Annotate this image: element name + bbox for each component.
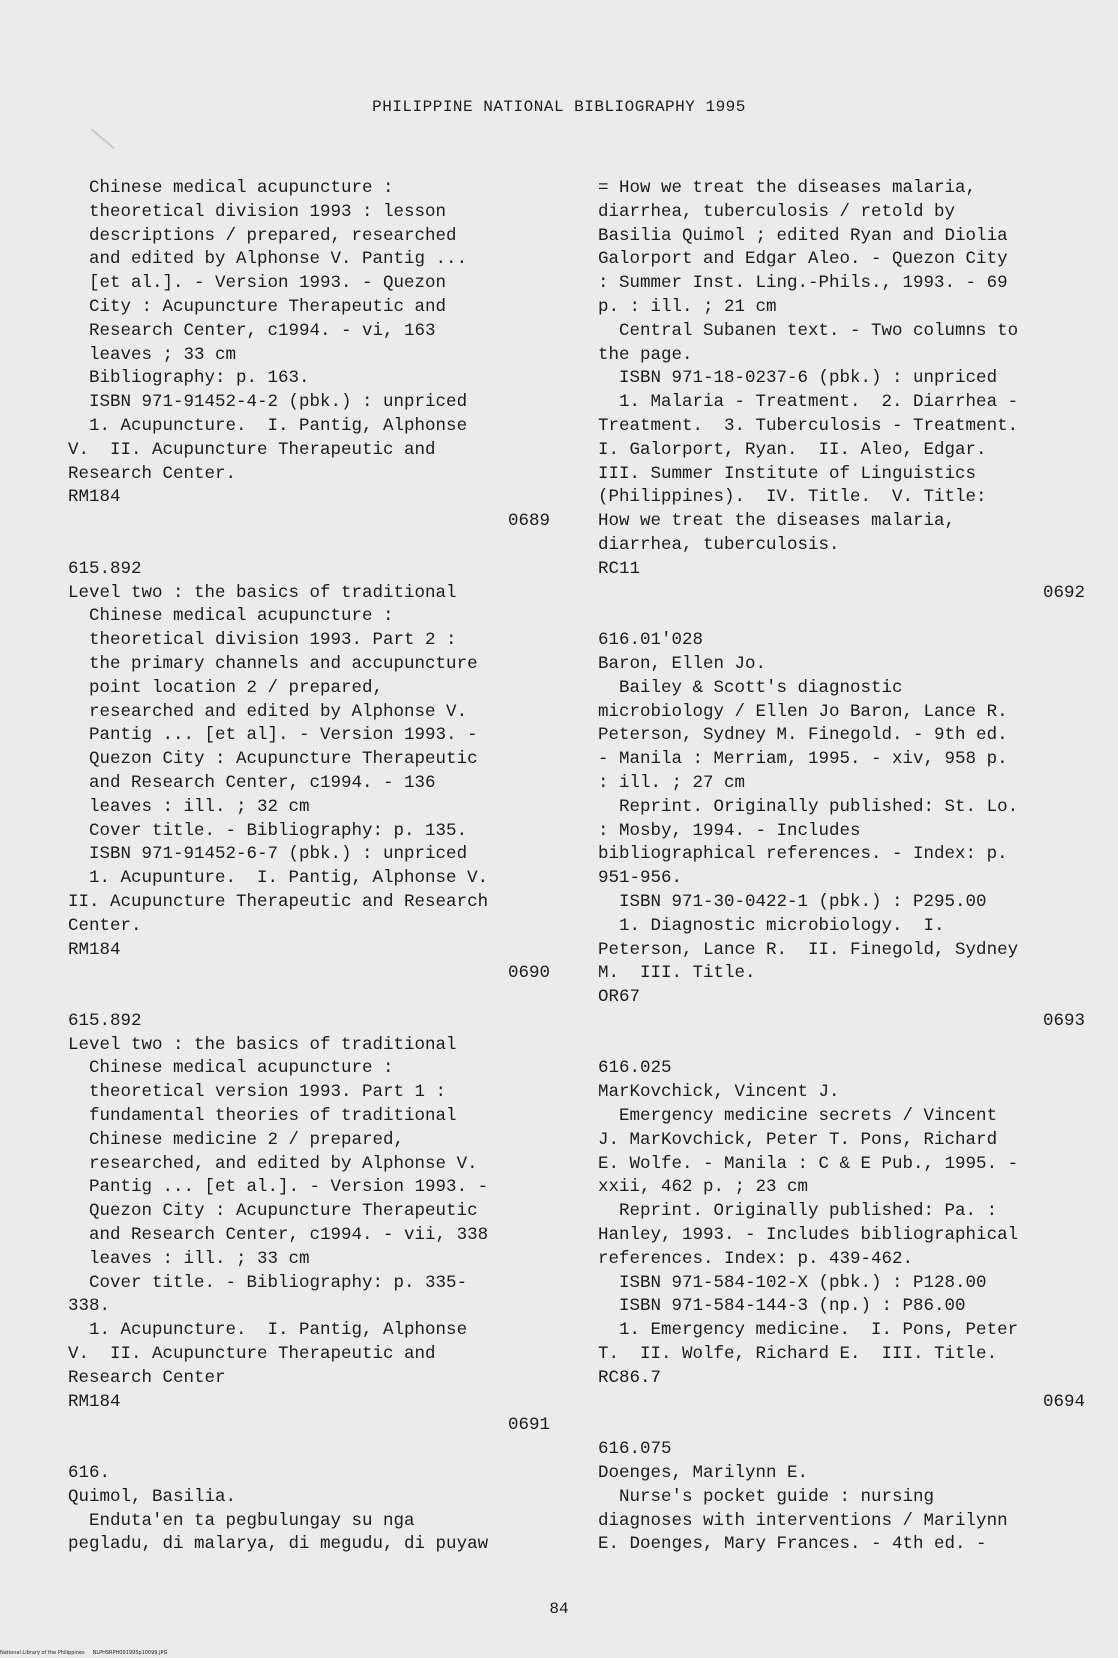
- left-column: [68, 177, 558, 1557]
- entry-line: Galorport and Edgar Aleo. - Quezon City: [598, 249, 1008, 270]
- entry-line: the primary channels and accupuncture: [68, 653, 478, 674]
- entry-line: researched and edited by Alphonse V.: [68, 701, 468, 722]
- entry-number: 0689: [507, 511, 550, 532]
- entry-line: descriptions / prepared, researched: [68, 225, 457, 246]
- entry-line: 951-956.: [598, 868, 683, 889]
- entry-line: Chinese medical acupuncture :: [68, 606, 394, 627]
- entry-line: : Mosby, 1994. - Includes: [598, 820, 861, 841]
- entry-line: Enduta'en ta pegbulungay su nga: [68, 1510, 415, 1531]
- bibliography-entry: [68, 1462, 558, 1557]
- entry-line: Peterson, Sydney M. Finegold. - 9th ed.: [598, 725, 1008, 746]
- entry-line: ISBN 971-91452-4-2 (pbk.) : unpriced: [68, 392, 468, 413]
- bibliography-entry: [598, 177, 1093, 629]
- bibliography-entry: [68, 1010, 558, 1462]
- entry-line: researched, and edited by Alphonse V.: [68, 1153, 478, 1174]
- entry-line: Cover title. - Bibliography: p. 135.: [68, 820, 468, 841]
- entry-number: 0690: [507, 963, 550, 984]
- entry-line: Emergency medicine secrets / Vincent: [598, 1106, 998, 1127]
- entry-line: Quezon City : Acupuncture Therapeutic: [68, 1201, 478, 1222]
- entry-line: V. II. Acupuncture Therapeutic and: [68, 1344, 436, 1365]
- entry-line: theoretical version 1993. Part 1 :: [68, 1082, 447, 1103]
- entry-line: 1. Acupuncture. I. Pantig, Alphonse: [68, 1320, 468, 1341]
- entry-number: 0693: [1042, 1010, 1085, 1031]
- entry-line: references. Index: p. 439-462.: [598, 1248, 914, 1269]
- entry-line: Bailey & Scott's diagnostic: [598, 677, 903, 698]
- entry-line: Level two : the basics of traditional: [68, 1034, 457, 1055]
- entry-line: Research Center: [68, 1367, 226, 1388]
- entry-line: How we treat the diseases malaria,: [598, 511, 956, 532]
- entry-line: p. : ill. ; 21 cm: [598, 296, 777, 317]
- entry-line: Doenges, Marilynn E.: [598, 1463, 809, 1484]
- entry-line: Nurse's pocket guide : nursing: [598, 1486, 935, 1507]
- entry-line: [et al.]. - Version 1993. - Quezon: [68, 273, 447, 294]
- entry-line: Center.: [68, 915, 142, 936]
- entry-line: ISBN 971-30-0422-1 (pbk.) : P295.00: [598, 891, 987, 912]
- entry-line: 1. Diagnostic microbiology. I.: [598, 915, 945, 936]
- entry-line: II. Acupuncture Therapeutic and Research: [68, 891, 489, 912]
- entry-line: MarKovchick, Vincent J.: [598, 1082, 840, 1103]
- entry-line: 616.01'028: [598, 630, 704, 651]
- entry-line: 616.025: [598, 1058, 672, 1079]
- scan-smudge: [91, 129, 115, 150]
- entry-line: Research Center, c1994. - vi, 163: [68, 320, 436, 341]
- entry-line: 1. Acupuncture. I. Pantig, Alphonse: [68, 415, 468, 436]
- entry-line: diarrhea, tuberculosis / retold by: [598, 201, 956, 222]
- entry-line: OR67: [598, 987, 641, 1008]
- entry-line: leaves : ill. ; 32 cm: [68, 796, 310, 817]
- entry-line: Peterson, Lance R. II. Finegold, Sydney: [598, 939, 1019, 960]
- entry-line: ISBN 971-91452-6-7 (pbk.) : unpriced: [68, 844, 468, 865]
- entry-line: Treatment. 3. Tuberculosis - Treatment.: [598, 415, 1019, 436]
- page-number: 84: [549, 1600, 569, 1618]
- page-title: PHILIPPINE NATIONAL BIBLIOGRAPHY 1995: [372, 98, 746, 116]
- entry-line: Chinese medical acupuncture :: [68, 1058, 394, 1079]
- entry-line: Cover title. - Bibliography: p. 335-: [68, 1272, 468, 1293]
- entry-line: RC86.7: [598, 1367, 662, 1388]
- entry-line: Reprint. Originally published: St. Lo.: [598, 796, 1019, 817]
- entry-line: I. Galorport, Ryan. II. Aleo, Edgar.: [598, 439, 987, 460]
- entry-line: leaves : ill. ; 33 cm: [68, 1248, 310, 1269]
- entry-line: : Summer Inst. Ling.-Phils., 1993. - 69: [598, 273, 1008, 294]
- entry-line: ISBN 971-584-102-X (pbk.) : P128.00: [598, 1272, 987, 1293]
- entry-line: 1. Acupunture. I. Pantig, Alphonse V.: [68, 868, 489, 889]
- entry-line: 1. Emergency medicine. I. Pons, Peter: [598, 1320, 1019, 1341]
- entry-line: RM184: [68, 1391, 121, 1412]
- entry-line: RM184: [68, 939, 121, 960]
- entry-line: RM184: [68, 487, 121, 508]
- entry-line: diagnoses with interventions / Marilynn: [598, 1510, 1008, 1531]
- entry-line: 338.: [68, 1296, 111, 1317]
- entry-line: microbiology / Ellen Jo Baron, Lance R.: [598, 701, 1008, 722]
- bibliography-entry: [598, 1057, 1093, 1438]
- entry-line: Level two : the basics of traditional: [68, 582, 457, 603]
- entry-line: Reprint. Originally published: Pa. :: [598, 1201, 998, 1222]
- entry-line: ISBN 971-18-0237-6 (pbk.) : unpriced: [598, 368, 998, 389]
- entry-line: J. MarKovchick, Peter T. Pons, Richard: [598, 1129, 998, 1150]
- entry-number: 0691: [507, 1415, 550, 1436]
- entry-line: V. II. Acupuncture Therapeutic and: [68, 439, 436, 460]
- entry-line: Quimol, Basilia.: [68, 1486, 237, 1507]
- entry-line: theoretical division 1993 : lesson: [68, 201, 447, 222]
- entry-line: City : Acupuncture Therapeutic and: [68, 296, 447, 317]
- bibliography-entry: [598, 629, 1093, 1057]
- entry-line: - Manila : Merriam, 1995. - xiv, 958 p.: [598, 749, 1008, 770]
- entry-line: fundamental theories of traditional: [68, 1106, 457, 1127]
- entry-line: T. II. Wolfe, Richard E. III. Title.: [598, 1344, 998, 1365]
- entry-line: pegladu, di malarya, di megudu, di puyaw: [68, 1534, 489, 1555]
- entry-line: leaves ; 33 cm: [68, 344, 237, 365]
- entry-line: theoretical division 1993. Part 2 :: [68, 630, 457, 651]
- entry-line: E. Wolfe. - Manila : C & E Pub., 1995. -: [598, 1153, 1019, 1174]
- entry-number: 0694: [1042, 1391, 1085, 1412]
- entry-line: : ill. ; 27 cm: [598, 772, 746, 793]
- bibliography-entry: [68, 558, 558, 1010]
- right-column: [598, 177, 1093, 1557]
- entry-line: and Research Center, c1994. - 136: [68, 772, 436, 793]
- entry-line: the page.: [598, 344, 693, 365]
- entry-number: 0692: [1042, 582, 1085, 603]
- entry-line: point location 2 / prepared,: [68, 677, 384, 698]
- entry-line: E. Doenges, Mary Frances. - 4th ed. -: [598, 1534, 987, 1555]
- entry-line: Hanley, 1993. - Includes bibliographical: [598, 1225, 1019, 1246]
- entry-line: Bibliography: p. 163.: [68, 368, 310, 389]
- scan-footer: National Library of the Philippines NLPHSRPH091995p10099.JPG: [0, 1650, 168, 1656]
- entry-line: III. Summer Institute of Linguistics: [598, 463, 977, 484]
- entry-line: 1. Malaria - Treatment. 2. Diarrhea -: [598, 392, 1019, 413]
- entry-line: and edited by Alphonse V. Pantig ...: [68, 249, 468, 270]
- entry-line: Pantig ... [et al]. - Version 1993. -: [68, 725, 478, 746]
- entry-line: Quezon City : Acupuncture Therapeutic: [68, 749, 478, 770]
- entry-line: and Research Center, c1994. - vii, 338: [68, 1225, 489, 1246]
- entry-line: Basilia Quimol ; edited Ryan and Diolia: [598, 225, 1008, 246]
- entry-line: Pantig ... [et al.]. - Version 1993. -: [68, 1177, 489, 1198]
- entry-line: Research Center.: [68, 463, 237, 484]
- entry-line: Baron, Ellen Jo.: [598, 653, 767, 674]
- entry-line: Chinese medical acupuncture :: [68, 178, 394, 198]
- bibliography-entry: [598, 1438, 1093, 1557]
- entry-line: (Philippines). IV. Title. V. Title:: [598, 487, 987, 508]
- entry-line: 616.075: [598, 1439, 672, 1460]
- entry-line: diarrhea, tuberculosis.: [598, 534, 840, 555]
- entry-line: 615.892: [68, 558, 142, 579]
- entry-line: Chinese medicine 2 / prepared,: [68, 1129, 405, 1150]
- entry-line: M. III. Title.: [598, 963, 756, 984]
- entry-line: xxii, 462 p. ; 23 cm: [598, 1177, 809, 1198]
- bibliography-entry: [68, 177, 558, 558]
- entry-line: RC11: [598, 558, 641, 579]
- entry-line: bibliographical references. - Index: p.: [598, 844, 1008, 865]
- entry-line: = How we treat the diseases malaria,: [598, 178, 977, 198]
- entry-line: Central Subanen text. - Two columns to: [598, 320, 1019, 341]
- entry-line: 615.892: [68, 1010, 142, 1031]
- entry-line: 616.: [68, 1463, 111, 1484]
- entry-line: ISBN 971-584-144-3 (np.) : P86.00: [598, 1296, 966, 1317]
